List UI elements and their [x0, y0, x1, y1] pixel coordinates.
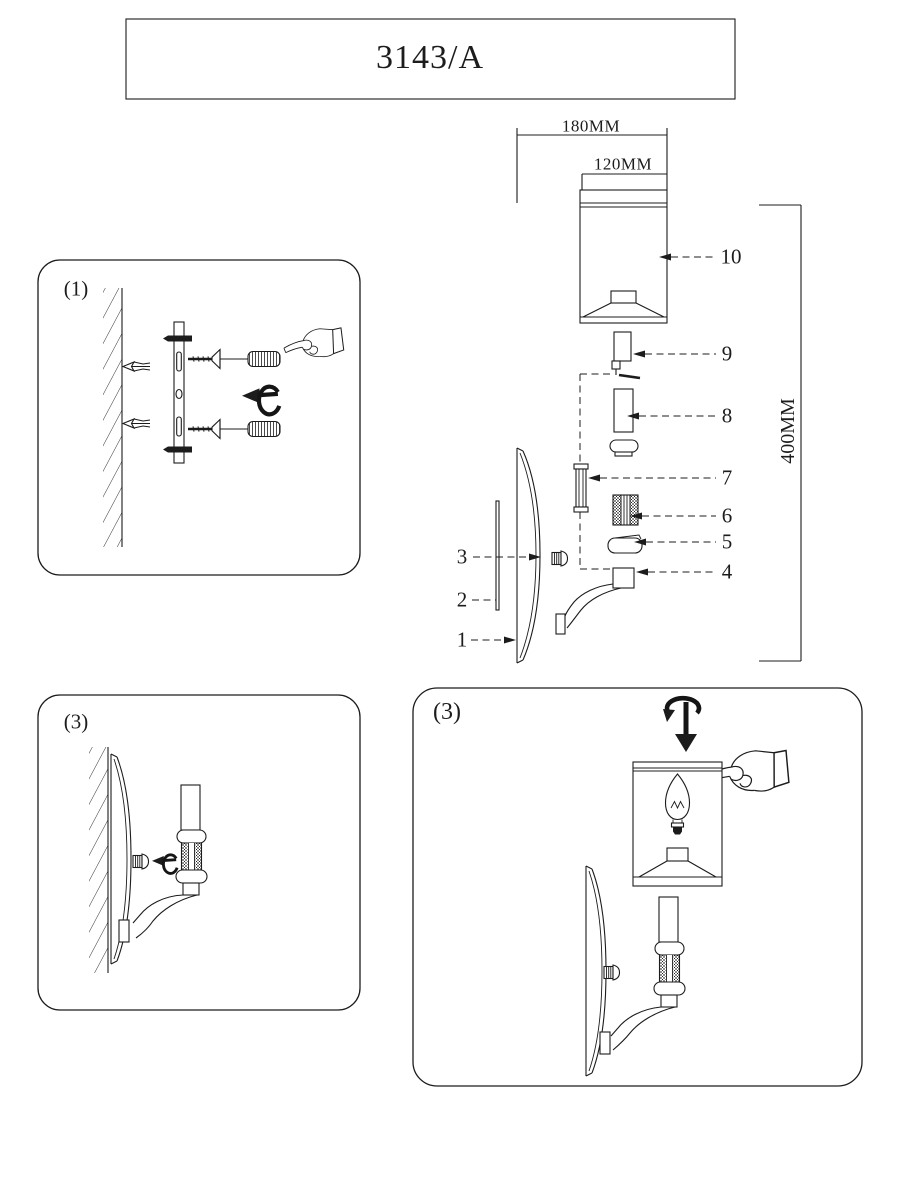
leader-line-7 — [588, 475, 716, 482]
part-label-4: 4 — [721, 559, 733, 584]
panel-step3-left — [38, 695, 360, 1010]
panel3a-candle-holder — [176, 785, 207, 895]
screwdriver-icon — [188, 350, 280, 369]
part-10-shade — [580, 190, 667, 323]
part-label-3: 3 — [456, 544, 468, 569]
screw-down-arrow-icon — [663, 698, 699, 752]
part-label-6: 6 — [721, 503, 733, 528]
part-4-junction-box — [613, 568, 634, 588]
panel-step1 — [38, 260, 360, 575]
leader-line-1 — [471, 637, 516, 644]
panel1-mounting-bracket — [174, 322, 184, 463]
panel3b-arm — [600, 1007, 675, 1054]
leader-line-3 — [473, 554, 541, 561]
step3-left-label: (3) — [63, 709, 89, 734]
part-6-threaded-adapter — [613, 495, 638, 525]
screwdriver-icon — [188, 420, 280, 439]
dim-180mm-label: 180MM — [561, 116, 621, 136]
step1-label: (1) — [63, 276, 89, 301]
part-8-cap — [610, 440, 638, 456]
part-label-7: 7 — [721, 465, 733, 490]
panel3a-wall-hatch — [89, 747, 108, 973]
model-number: 3143/A — [376, 39, 484, 76]
panel-step3-right — [413, 688, 862, 1086]
panel3a-nut — [133, 854, 149, 869]
part-8-candle-sleeve — [614, 389, 633, 432]
wall-anchor-icon — [123, 419, 150, 428]
part-label-2: 2 — [456, 587, 468, 612]
part-3-nut — [552, 551, 568, 566]
panel1-wall-hatch — [103, 288, 122, 547]
dim-400mm-label: 400MM — [777, 398, 799, 464]
leader-line-5 — [634, 539, 716, 546]
dim-120mm-label: 120MM — [593, 154, 653, 174]
leader-line-9 — [633, 351, 716, 358]
part-label-9: 9 — [721, 341, 733, 366]
step3-right-label: (3) — [433, 699, 461, 725]
leader-line-6 — [630, 513, 716, 520]
part-4-arm — [556, 584, 621, 634]
panel3a-arm — [119, 895, 197, 942]
leader-line-10 — [659, 254, 717, 261]
part-label-8: 8 — [721, 403, 733, 428]
part-7-threaded-nipple — [574, 464, 588, 512]
rotate-arrow-icon — [242, 387, 279, 415]
part-5-collar-cap — [608, 535, 642, 553]
panel3b-candle-holder — [654, 897, 685, 1007]
part-9-socket — [612, 332, 640, 378]
wall-anchor-icon — [123, 362, 150, 371]
part-label-10: 10 — [720, 244, 742, 269]
dimension-120mm-lines — [582, 174, 667, 190]
rotate-arrow-icon — [152, 855, 177, 874]
leader-line-4 — [636, 569, 716, 576]
part-1-backplate — [517, 448, 540, 663]
panel3b-nut — [604, 965, 620, 980]
part-label-5: 5 — [721, 529, 733, 554]
hand-icon — [284, 328, 344, 357]
part-2-mounting-strip — [496, 501, 499, 610]
part-label-1: 1 — [456, 627, 468, 652]
leader-line-8 — [627, 413, 716, 420]
